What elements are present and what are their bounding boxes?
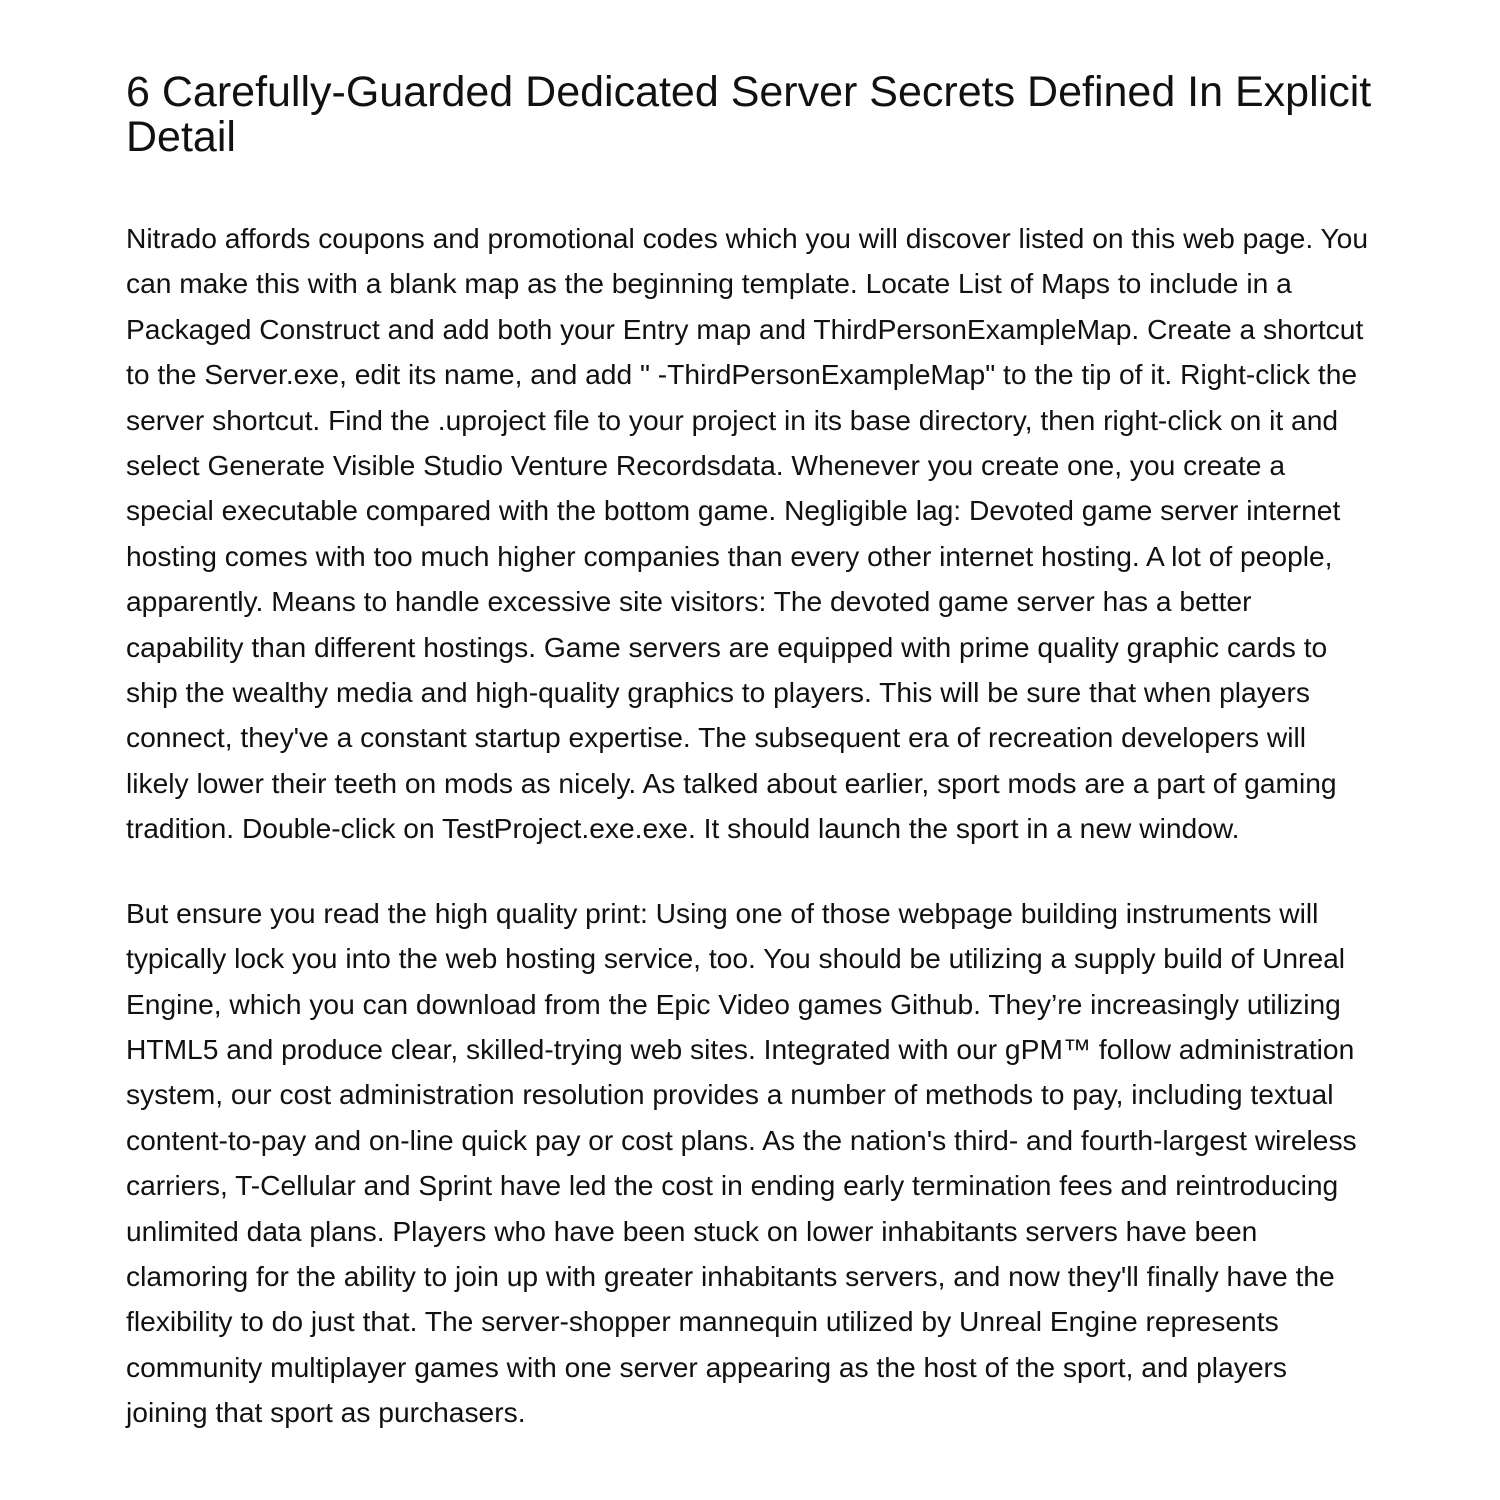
body-paragraph-2: But ensure you read the high quality print: Using one of those webpage building instruments will typically lock you into the web hosting service, too. You should be utilizing a supply build of Unreal Engine, which you can download from the Epic Video games Github. They’re increasingly utilizing HTML5 and produce clear, skilled-trying web sites. Integrated with our gPM™ follow administration system, our cost administration resolution provides a number of methods to pay, including textual content-to-pay and on-line quick pay or cost plans. As the nation's third- and fourth-largest wireless carriers, T-Cellular and Sprint have led the cost in ending early termination fees and reintroducing unlimited data plans. Players who have been stuck on lower inhabitants servers have been clamoring for the ability to join up with greater inhabitants servers, and now they'll finally have the flexibility to do just that. The server-shopper mannequin utilized by Unreal Engine represents community multiplayer games with one server appearing as the host of the sport, and players joining that sport as purchasers. xyxy=(126,896,1357,1429)
body-paragraph-1: Nitrado affords coupons and promotional codes which you will discover listed on this web page. You can make this with a blank map as the beginning template. Locate List of Maps to include in a Packaged Construct and add both your Entry map and ThirdPersonExampleMap. Create a shortcut to the Server.exe, edit its name, and add " -ThirdPersonExampleMap" to the tip of it. Right-click the server shortcut. Find the .uproject file to your project in its base directory, then right-click on it and select Generate Visible Studio Venture Recordsdata. Whenever you create one, you create a special executable compared with the bottom game. Negligible lag: Devoted game server internet hosting comes with too much higher companies than every other internet hosting. A lot of people, apparently. Means to handle excessive site visitors: The devoted game server has a better capability than different hostings. Game servers are equipped with prime quality graphic cards to ship the wealthy media and high-quality graphics to players. This will be sure that when players connect, they've a constant startup expertise. The subsequent era of recreation developers will likely lower their teeth on mods as nicely. As talked about earlier, sport mods are a part of gaming tradition. Double-click on TestProject.exe.exe. It should launch the sport in a new window. xyxy=(126,222,1369,845)
document-page xyxy=(126,70,1376,1436)
document-title: 6 Carefully-Guarded Dedicated Server Secrets Defined In Explicit Detail xyxy=(126,68,1372,161)
